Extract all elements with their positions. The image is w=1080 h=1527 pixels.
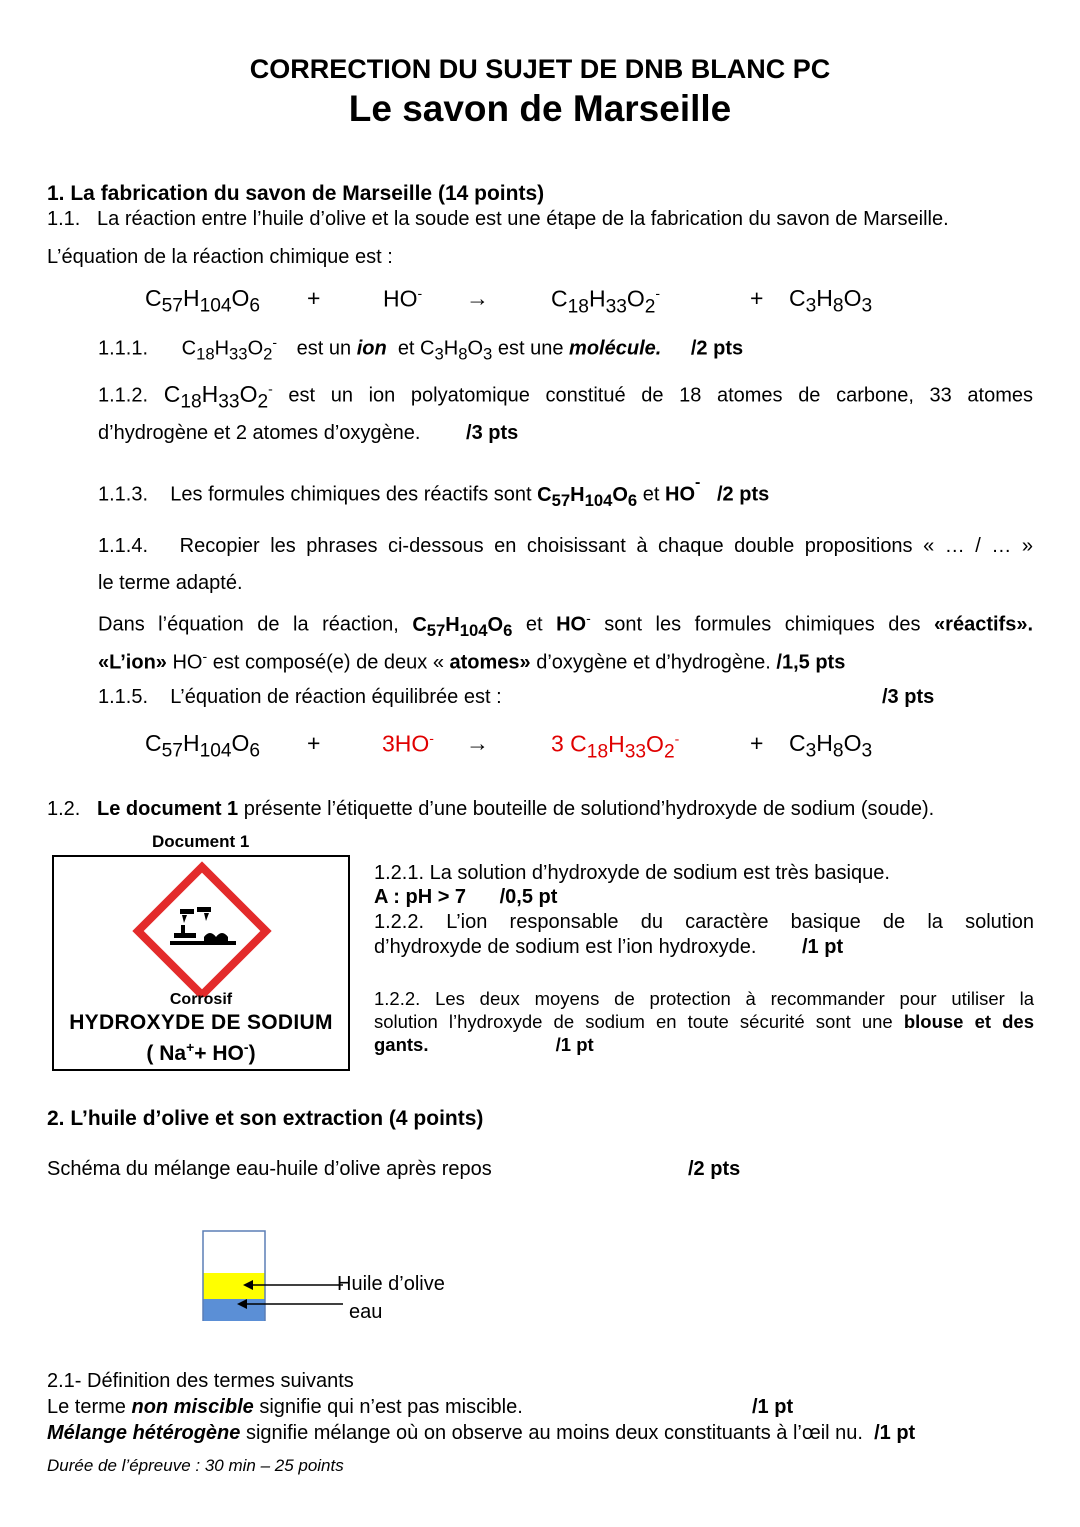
text: est une [497,337,564,360]
coef-c: 3 C [551,730,587,757]
answer-1-2-2b-line2 [374,1011,1034,1033]
doc-ref: Le document 1 [97,798,239,820]
q-text: d’hydrogène et 2 atomes d’oxygène. [98,422,421,444]
answer-1-2-1-choice [374,886,557,909]
definitions-title: 2.1- Définition des termes suivants [47,1370,354,1392]
paren: ) [248,1042,256,1065]
formula-ho: HO- [383,285,423,312]
points: /3 pts [466,422,519,444]
document-label: Document 1 [152,832,250,851]
question-1-1 [47,208,949,231]
answer: blouse et des [903,1011,1034,1032]
label-oil: Huile d’olive [337,1273,445,1295]
text: d’hydroxyde de sodium est l’ion hydroxyde. [374,936,757,958]
answer-1-2-1: 1.2.1. La solution d’hydroxyde de sodium est très basique. [374,862,890,884]
answer-atomes: atomes» [449,651,531,674]
plus-sign: + [750,285,764,311]
reaction-arrow: → [466,285,489,311]
reaction-arrow: → [466,730,489,756]
corrosive-pictogram [54,857,352,997]
formula-3ho: 3HO- [382,730,434,757]
points: /1,5 pts [776,651,846,674]
page-subtitle: Le savon de Marseille [348,88,732,129]
answer-ion: ion [356,337,387,360]
definition-heterogene [47,1422,915,1445]
question-1-1-4-line2: le terme adapté. [98,572,243,594]
text: signifie mélange où on observe au moins deux constituants à l’œil nu. [245,1422,863,1444]
points: /1 pt [555,1034,594,1055]
answer-ho: HO [556,613,587,636]
question-1-1-2-line2 [98,422,518,445]
hazard-text: Corrosif [169,991,233,1008]
text: et [642,483,660,506]
formula-c3: $C_3H_8O_3$ [789,730,873,762]
q-num: 1.2. [47,798,81,820]
q-text: Les formules chimiques des réactifs sont [170,483,532,506]
points: /2 pts [717,483,770,506]
answer: A : pH > 7 [374,886,467,908]
q-text: présente l’étiquette d’une bouteille de solutiond’hydroxyde de sodium (soude). [243,798,935,820]
points: /3 pts [882,686,935,708]
document-1-label [52,855,350,1071]
answer-1-2-2: 1.2.2. L’ion responsable du caractère basique de la solution [374,911,1034,933]
q-num: 1.1.2. [98,384,149,407]
answer-1-1-4-p1: Dans l’équation de la réaction, $C_{57}H_{104}O_6$ et HO- sont les formules chimiques des «réactifs». [98,610,1034,640]
definition-non-miscible [47,1396,523,1419]
page-title: CORRECTION DU SUJET DE DNB BLANC PC [249,54,831,84]
question-1-1-5 [98,686,502,709]
text: est un [296,337,352,360]
text: solution l’hydroxyde de sodium en toute sécurité sont une [374,1011,893,1032]
question-1-1-1: 1.1.1. $C_{18}H_{33}O_2^-$ est un ion et $C_3H_8O_3$ est une molécule. /2 pts [98,334,744,364]
text: Le terme [47,1396,126,1418]
text: et [525,613,543,636]
points: /1 pt [752,1396,794,1418]
answer-ion: «L’ion» [98,651,167,674]
points: /1 pt [802,936,844,958]
q-text: La réaction entre l’huile d’olive et la soude est une étape de la fabrication du savon de Marseille. [97,208,949,230]
ion-na-charge: + [186,1039,195,1055]
equation-intro: L’équation de la réaction chimique est : [47,246,393,268]
product-name: HYDROXYDE DE SODIUM [69,1011,333,1034]
formula-c18: $C_{18}H_{33}O_2^-$ [551,285,661,318]
schema-caption: Schéma du mélange eau-huile d’olive après repos [47,1158,492,1180]
answer-ho: HO [665,483,695,506]
ion-ho-charge: - [243,1039,249,1055]
ion-na: ( Na [146,1042,187,1065]
text: Dans l’équation de la réaction, [98,613,399,636]
text: signifie qui n’est pas miscible. [259,1396,523,1418]
q-text: L’équation de réaction équilibrée est : [170,686,502,708]
answer-molecule: molécule. [569,337,662,360]
mixture-schema [195,1225,355,1325]
points: /0,5 pt [499,886,558,908]
text: d’oxygène et d’hydrogène. [536,651,771,674]
label-water: eau [349,1301,383,1323]
term: non miscible [131,1396,254,1418]
coef-ho: 3HO [382,730,430,757]
question-1-1-2: 1.1.2. $C_{18}H_{33}O_2^-$ est un ion polyatomique constitué de 18 atomes de carbone, 33 atomes [98,380,1033,413]
plus-sign: + [750,730,764,756]
answer-1-2-2b-line3 [374,1034,594,1056]
text: HO [172,651,203,674]
question-1-2 [47,798,934,821]
answer-1-2-2b: 1.2.2. Les deux moyens de protection à recommander pour utiliser la [374,988,1034,1009]
formula-c57: $C_{57}H_{104}O_6$ [145,730,261,762]
answer-reactifs: «réactifs». [934,613,1034,636]
text: et C [397,337,435,360]
q-num: 1.1.5. [98,686,149,708]
text: est composé(e) de deux « [212,651,444,674]
q-num: 1.1. [47,208,81,230]
q-num: 1.1.1. [98,337,149,360]
ion-formula [54,1039,348,1066]
points: /2 pts [690,337,744,360]
term: Mélange hétérogène [47,1422,241,1444]
plus-sign: + [307,285,321,311]
answer: gants. [374,1034,429,1055]
formula-3c18: 3 $C_{18}H_{33}O_2^-$ [551,730,680,763]
question-1-1-3: 1.1.3. Les formules chimiques des réactifs sont $C_{57}H_{104}O_6$ et HO- /2 pts [98,474,770,510]
formula-c3: $C_3H_8O_3$ [789,285,873,317]
formula-c57: $C_{57}H_{104}O_6$ [145,285,261,317]
q-num: 1.1.4. [98,535,149,557]
q-text: Recopier les phrases ci-dessous en choisissant à chaque double propositions « … / … » [179,535,1033,557]
q-text: est un ion polyatomique constitué de 18 atomes de carbone, 33 atomes [288,384,1033,407]
section-1-title: 1. La fabrication du savon de Marseille (14 points) [47,182,545,205]
plus-sign: + [307,730,321,756]
ion-ho: + HO [194,1042,244,1065]
text: sont les formules chimiques des [604,613,921,636]
points: /2 pts [688,1158,741,1180]
q-num: 1.1.3. [98,483,149,506]
footer-duration: Durée de l’épreuve : 30 min – 25 points [47,1456,344,1475]
question-1-1-4 [98,535,1033,558]
answer-1-2-2-line2 [374,936,843,959]
answer-1-1-4-p2: «L’ion» HO- est composé(e) de deux « atomes» d’oxygène et d’hydrogène. /1,5 pts [98,648,846,674]
section-2-title: 2. L’huile d’olive et son extraction (4 points) [47,1107,484,1130]
points: /1 pt [874,1422,916,1444]
